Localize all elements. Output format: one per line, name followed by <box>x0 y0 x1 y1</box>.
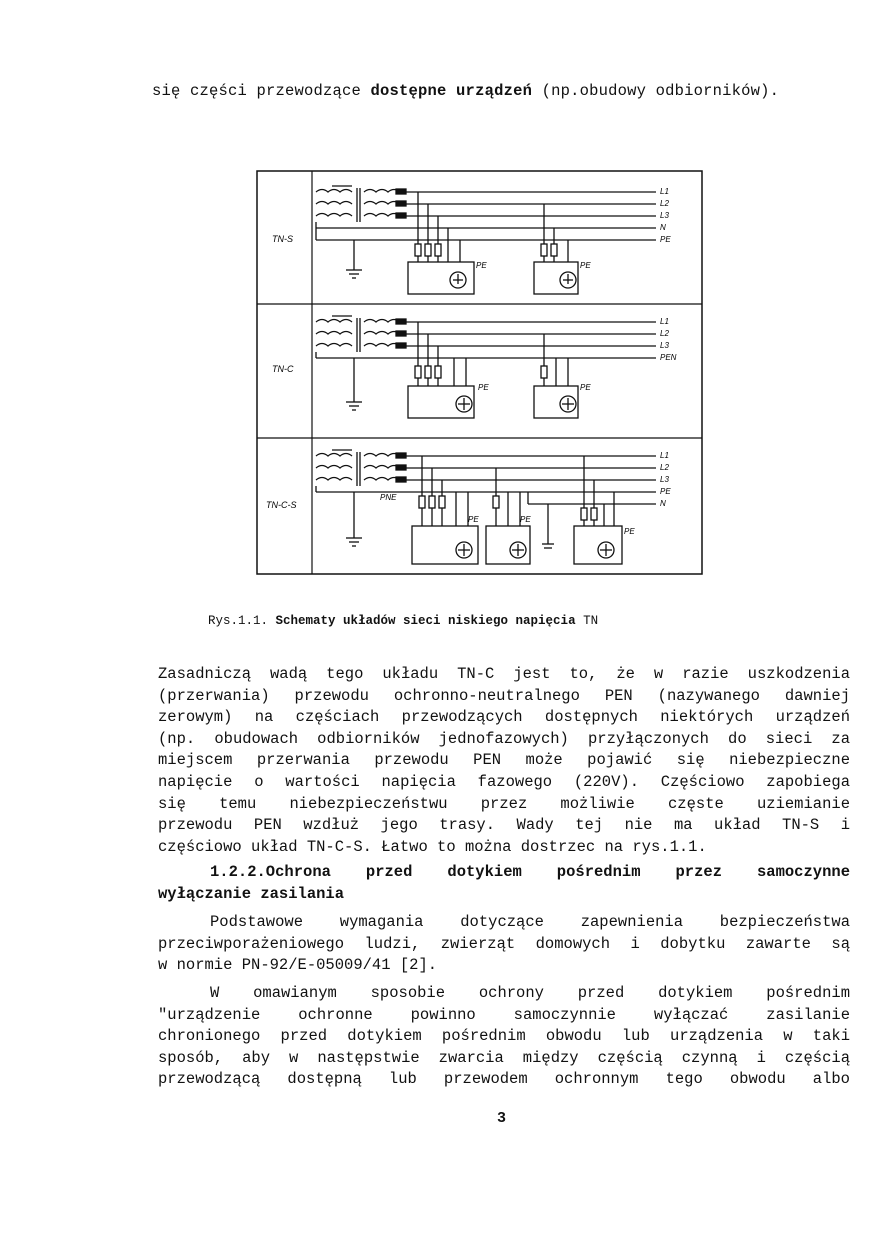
conductor-label: PEN <box>660 353 677 362</box>
conductor-label: PE <box>660 487 671 496</box>
paragraph-1 <box>158 664 850 858</box>
device-pe-label: PE <box>478 383 489 392</box>
conductor-label: N <box>660 499 666 508</box>
panel-tn-c <box>272 316 677 418</box>
text-line: przewodzącą dostępną lub przewodem ochronnym tego obwodu albo <box>158 1070 850 1089</box>
figure-caption: Rys.1.1. Schematy układów sieci niskiego napięcia TN <box>208 614 599 628</box>
panel-label-tn-c-s: TN-C-S <box>266 500 297 510</box>
conductor-label: N <box>660 223 666 232</box>
text-line: napięcie o wartości napięcia fazowego (220V). Częściowo zapobiega <box>158 772 850 791</box>
paragraph-2 <box>158 912 850 977</box>
device-pe-label: PE <box>580 261 591 270</box>
conductor-label: L3 <box>660 475 669 484</box>
text-line: zerowym) na częściach przewodzących dostępnych niektórych urządzeń <box>158 708 850 727</box>
panel-tn-c-s <box>266 450 671 564</box>
tn-network-schematic <box>256 170 703 575</box>
panel-tn-s <box>272 186 671 294</box>
text-line: (przerwania) przewodu ochronno-neutralnego PEN (nazywanego dawniej <box>158 686 850 705</box>
conductor-label: L3 <box>660 341 669 350</box>
device-pe-label: PE <box>476 261 487 270</box>
device-pe-label: PE <box>624 527 635 536</box>
top-text-part3: (np.obudowy odbiorników). <box>532 82 780 100</box>
text-line: (np. obudowach odbiorników jednofazowych) przyłączonych do sieci za <box>158 729 850 748</box>
text-line: przeciwporażeniowego ludzi, zwierząt domowych i dobytku zawarte są <box>158 934 850 953</box>
conductor-label: PE <box>660 235 671 244</box>
panel-label-tn-c: TN-C <box>272 364 294 374</box>
conductor-label: L3 <box>660 211 669 220</box>
device-pe-label: PE <box>580 383 591 392</box>
text-line: miejscem przerwania przewodu PEN może pojawić się niebezpieczne <box>158 751 850 770</box>
page-number: 3 <box>497 1110 507 1127</box>
text-line: się temu niebezpieczeństwu przez możliwie częste uziemianie <box>158 794 850 813</box>
conductor-label: L1 <box>660 317 669 326</box>
top-text-line <box>152 82 779 100</box>
conductor-label: L2 <box>660 463 669 472</box>
text-line: częściowo układ TN-C-S. Łatwo to można dostrzec na rys.1.1. <box>158 837 707 856</box>
paragraph-3 <box>158 983 850 1091</box>
panel-label-tn-s: TN-S <box>272 234 293 244</box>
top-text-bold: dostępne urządzeń <box>370 82 533 100</box>
device-pe-label: PE <box>520 515 531 524</box>
section-heading <box>158 862 850 905</box>
text-line: przewodu PEN wzdłuż jego trasy. Wady tej nie ma układ TN-S i <box>158 816 850 835</box>
top-text-part1: się części przewodzące <box>152 82 371 100</box>
pne-label: PNE <box>380 493 397 502</box>
conductor-label: L1 <box>660 451 669 460</box>
text-line: W omawianym sposobie ochrony przed dotykiem pośrednim <box>210 984 850 1002</box>
text-line: w normie PN-92/E-05009/41 [2]. <box>158 956 438 975</box>
text-line: sposób, aby w następstwie zwarcia między częścią czynną i częścią <box>158 1048 850 1067</box>
heading-line-1: 1.2.2.Ochrona przed dotykiem pośrednim przez samoczynne <box>210 863 850 881</box>
heading-line-2: wyłączanie zasilania <box>158 884 345 903</box>
conductor-label: L1 <box>660 187 669 196</box>
conductor-label: L2 <box>660 329 669 338</box>
text-line: Zasadniczą wadą tego układu TN-C jest to, że w razie uszkodzenia <box>158 665 850 683</box>
text-line: Podstawowe wymagania dotyczące zapewnienia bezpieczeństwa <box>210 913 850 931</box>
device-pe-label: PE <box>468 515 479 524</box>
text-line: "urządzenie ochronne powinno samoczynnie wyłączać zasilanie <box>158 1005 850 1024</box>
text-line: chronionego przed dotykiem pośrednim obwodu lub urządzenia w taki <box>158 1027 850 1046</box>
conductor-label: L2 <box>660 199 669 208</box>
